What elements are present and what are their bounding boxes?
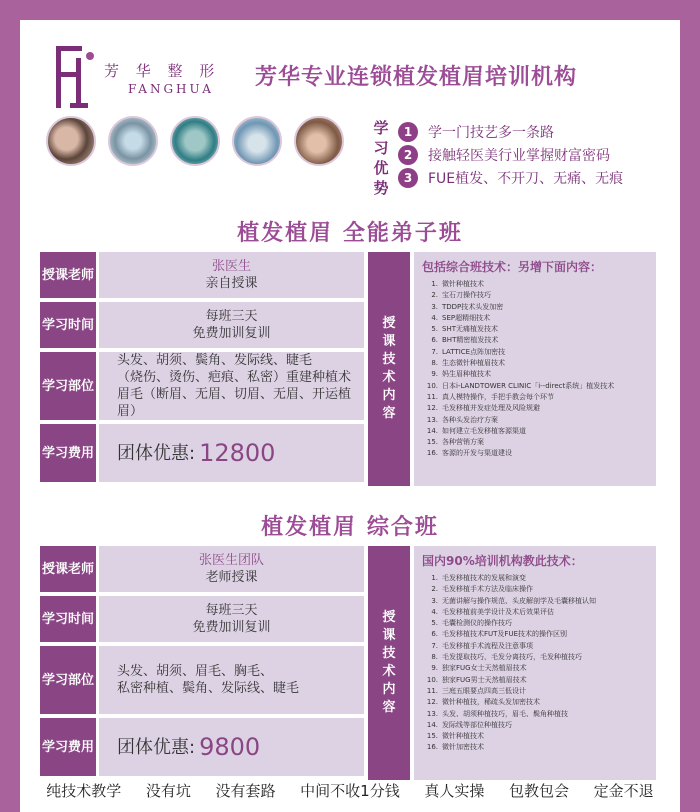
teacher-value <box>99 252 364 298</box>
class-info-table <box>40 252 364 482</box>
time-line: 每班三天 <box>205 309 258 324</box>
section-title: 植发植眉 综合班 <box>261 515 439 540</box>
photo-strip <box>46 116 344 166</box>
tech-panel <box>414 546 656 780</box>
time-value <box>99 302 364 348</box>
advantage-text: 学一门技艺多一条路 <box>428 124 554 141</box>
tech-item: 15. 微针种植技术 <box>426 732 484 741</box>
advantage-item <box>398 166 623 189</box>
footer-slogan: 没有套路 <box>215 782 276 800</box>
brand-sub: FANGHUA <box>128 82 214 96</box>
teacher-name: 张医生团队 <box>198 553 264 568</box>
time-row <box>40 596 364 642</box>
tech-list <box>422 573 648 754</box>
tech-list <box>422 279 648 460</box>
tech-label: 授课技术内容 <box>382 316 396 421</box>
footer-slogan: 真人实操 <box>424 782 485 800</box>
tech-item: 4. SEP超精细技术 <box>431 313 491 322</box>
photo-procedure <box>108 116 158 166</box>
parts-row <box>40 352 364 420</box>
time-label: 学习时间 <box>40 302 96 348</box>
tech-item: 16. 微针加密技术 <box>426 743 484 752</box>
fee-text: 团体优惠: <box>117 442 196 464</box>
tech-item: 5. SHT无痛植发技术 <box>431 325 498 334</box>
tech-label-column <box>368 546 410 780</box>
tech-item: 6. 毛发移植技术FUT及FUE技术的操作区别 <box>431 630 567 639</box>
tech-item: 5. 毛囊检测仪的操作技巧 <box>431 619 512 628</box>
teacher-row <box>40 252 364 298</box>
tech-item: 1. 毛发移植技术的发展和演变 <box>431 574 526 582</box>
footer-slogan: 没有坑 <box>145 782 191 800</box>
tech-item: 11. 三庭五眼要点四高三低设计 <box>426 686 526 695</box>
tech-item: 13. 头发、胡须种植技巧，眉毛、鬓角种植技 <box>426 709 568 718</box>
teacher-label: 授课老师 <box>40 546 96 592</box>
tech-item: 9. 独家FUG女士天然植眉技术 <box>431 664 527 673</box>
tech-item: 11. 真人模特操作，手把手教会每个环节 <box>426 392 554 401</box>
tech-item: 7. 毛发移植手术流程及注意事项 <box>431 641 533 650</box>
tech-item: 6. BHT精密植发技术 <box>431 336 499 345</box>
parts-line: （烧伤、烫伤、疤痕、私密）重建种植术 <box>117 370 352 385</box>
tech-panel <box>414 252 656 486</box>
photo-microscope <box>232 116 282 166</box>
footer-slogans <box>20 780 680 801</box>
tech-item: 3. TDDP技术头发加密 <box>431 302 504 311</box>
tech-item: 7. LATTICE点阵加密技 <box>431 347 506 356</box>
fanghua-logo-icon <box>50 42 106 112</box>
tech-item: 10. 独家FUG男士天然植眉技术 <box>426 675 527 684</box>
tech-item: 12. 微针种植技，稀疏头发加密技术 <box>426 698 540 707</box>
tech-item: 2. 毛发移植手术方法及临床操作 <box>431 585 533 594</box>
photo-surgery <box>170 116 220 166</box>
advantage-item <box>398 143 623 166</box>
advantages-list <box>398 120 623 189</box>
time-label: 学习时间 <box>40 596 96 642</box>
footer-slogan: 纯技术教学 <box>46 782 122 800</box>
time-line: 每班三天 <box>205 603 258 618</box>
tech-heading: 国内90%培训机构教此技术： <box>422 554 583 568</box>
fee-row <box>40 424 364 482</box>
org-title: 芳华专业连锁植发植眉培训机构 <box>255 65 578 90</box>
advantage-number: 1 <box>398 122 418 142</box>
parts-value <box>99 646 364 714</box>
footer-slogan: 定金不退 <box>593 782 654 800</box>
tech-label: 授课技术内容 <box>382 610 396 715</box>
teacher-value <box>99 546 364 592</box>
tech-item: 2. 宝石刀操作技巧 <box>431 291 491 300</box>
time-line: 免费加训复训 <box>192 326 271 341</box>
parts-label: 学习部位 <box>40 646 96 714</box>
fee-text: 团体优惠: <box>117 736 196 758</box>
tech-label-column <box>368 252 410 486</box>
advantage-number: 2 <box>398 145 418 165</box>
tech-item: 12. 毛发移植并发症处理及风险规避 <box>426 404 540 413</box>
section-title: 植发植眉 全能弟子班 <box>237 221 463 246</box>
photo-treatment <box>294 116 344 166</box>
tech-item: 14. 发际线等部位种植技巧 <box>426 720 512 729</box>
fee-amount: 9800 <box>199 732 261 761</box>
parts-line: 私密种植、鬓角、发际线、睫毛 <box>117 681 300 696</box>
fee-label: 学习费用 <box>40 424 96 482</box>
poster-card <box>20 20 680 812</box>
advantages-label: 学习优势 <box>373 119 389 197</box>
tech-item: 16. 客源的开发与渠道建设 <box>426 449 512 458</box>
parts-line: 头发、胡须、鬓角、发际线、睫毛 <box>117 353 313 368</box>
time-value <box>99 596 364 642</box>
teacher-row <box>40 546 364 592</box>
tech-item: 15. 各种营销方案 <box>426 438 484 447</box>
brand-name: 芳 华 整 形 <box>104 62 221 80</box>
tech-item: 13. 各种头发治疗方案 <box>426 415 498 424</box>
fee-value <box>99 718 364 776</box>
teacher-name: 张医生 <box>211 259 251 274</box>
fee-row <box>40 718 364 776</box>
parts-row <box>40 646 364 714</box>
tech-item: 10. 日本i-LANDTOWER CLINIC「i--direct系统」植发技术 <box>426 381 615 390</box>
advantage-text: 接触轻医美行业掌握财富密码 <box>428 147 610 164</box>
tech-heading: 包括综合班技术：另增下面内容： <box>422 260 603 274</box>
tech-item: 14. 如何建立毛发移植客源渠道 <box>426 426 526 435</box>
fee-value <box>99 424 364 482</box>
time-line: 免费加训复训 <box>192 620 271 635</box>
tech-item: 1. 微针种植技术 <box>431 280 484 288</box>
parts-line: 头发、胡须、眉毛、胸毛、 <box>117 664 274 679</box>
fee-label: 学习费用 <box>40 718 96 776</box>
tech-item: 8. 毛发提取技巧，毛发分离技巧，毛发种植技巧 <box>431 653 582 662</box>
teacher-note: 亲自授课 <box>205 276 258 291</box>
tech-item: 3. 无菌讲解与操作规范、头皮解剖学及毛囊移植认知 <box>431 596 596 605</box>
parts-value <box>99 352 364 420</box>
footer-slogan: 中间不收1分钱 <box>300 782 400 800</box>
teacher-note: 老师授课 <box>205 570 258 585</box>
tech-item: 4. 毛发移植前美学设计及术后效果评估 <box>431 607 554 616</box>
advantage-text: FUE植发、不开刀、无痛、无痕 <box>428 170 624 187</box>
advantage-item <box>398 120 623 143</box>
teacher-label: 授课老师 <box>40 252 96 298</box>
parts-line: 眉毛（断眉、无眉、切眉、无眉、开运植眉） <box>117 387 352 419</box>
class-info-table <box>40 546 364 776</box>
parts-label: 学习部位 <box>40 352 96 420</box>
tech-item: 8. 生态微针种植眉技术 <box>431 359 505 368</box>
time-row <box>40 302 364 348</box>
footer-slogan: 包教包会 <box>508 782 569 800</box>
advantage-number: 3 <box>398 168 418 188</box>
photo-hair-transplant <box>46 116 96 166</box>
tech-item: 9. 妈生眉种植技术 <box>431 370 491 379</box>
fee-amount: 12800 <box>199 438 276 467</box>
